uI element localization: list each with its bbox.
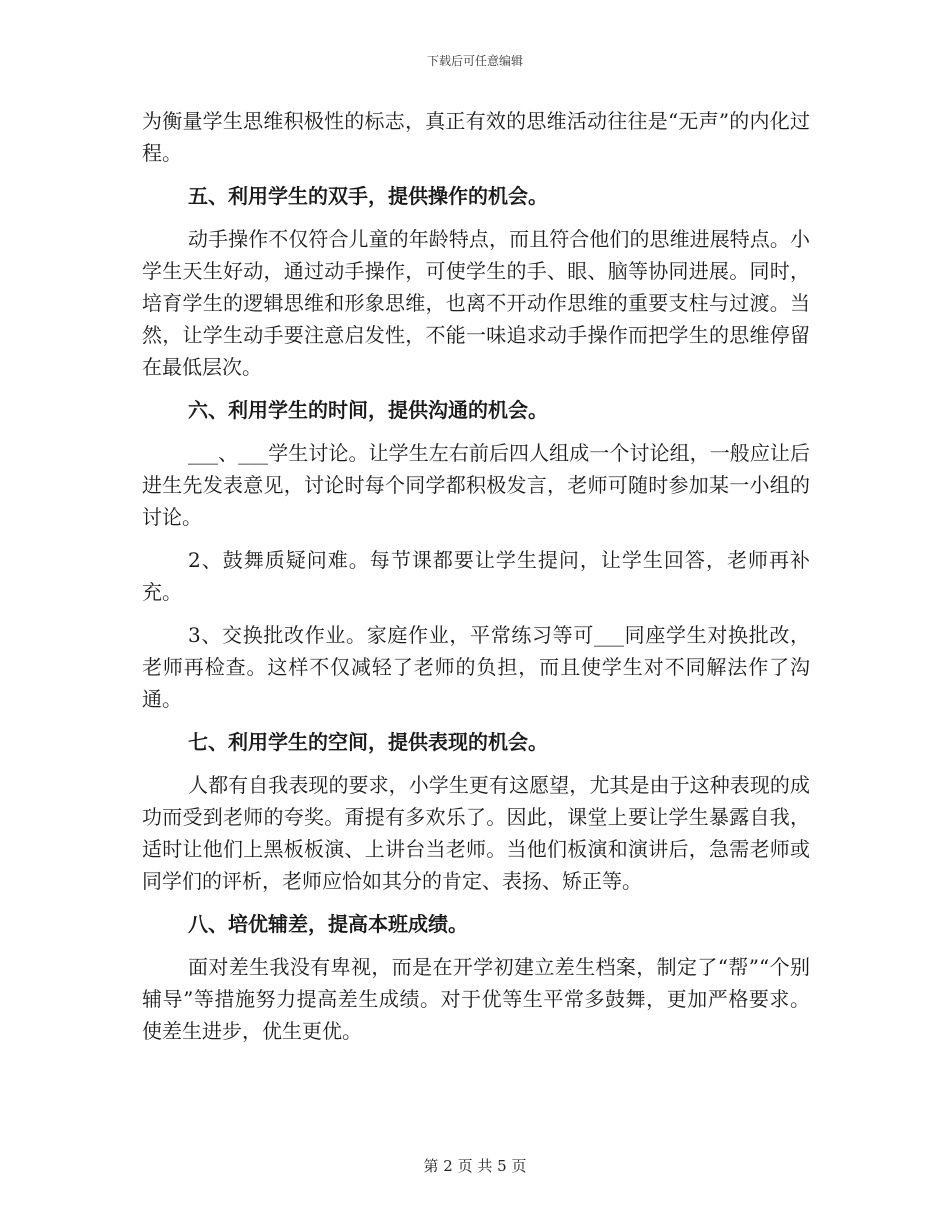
section-heading-6: 六、利用学生的时间，提供沟通的机会。 — [188, 398, 548, 422]
section-heading-7: 七、利用学生的空间，提供表现的机会。 — [188, 730, 548, 754]
section-heading-8: 八、培优辅差，提高本班成绩。 — [188, 912, 468, 936]
page-header: 下载后可任意编辑 — [426, 54, 523, 68]
paragraph: 面对差生我没有卑视，而是在开学初建立差生档案，制定了“帮”“个别辅导”等措施努力提高差生成绩。对于优等生平常多鼓舞，更加严格要求。使差生进步，优生更优。 — [142, 955, 810, 1043]
paragraph: 3、交换批改作业。家庭作业，平常练习等可___同座学生对换批改，老师再检查。这样不仅减轻了老师的负担，而且使学生对不同解法作了沟通。 — [142, 623, 810, 711]
paragraph: 人都有自我表现的要求，小学生更有这愿望，尤其是由于这种表现的成功而受到老师的夸奖。甭提有多欢乐了。因此，课堂上要让学生暴露自我，适时让他们上黑板板演、上讲台当老师。当他们板演和演讲后，急需老师或同学们的评析，老师应恰如其分的肯定、表扬、矫正等。 — [142, 773, 810, 893]
paragraph-continuation: 为衡量学生思维积极性的标志，真正有效的思维活动往往是“无声”的内化过程。 — [142, 109, 810, 165]
document-body — [142, 105, 810, 1058]
paragraph: ___、___学生讨论。让学生左右前后四人组成一个讨论组，一般应让后进生先发表意见，讨论时每个同学都积极发言，老师可随时参加某一小组的讨论。 — [142, 441, 810, 529]
page-footer: 第 2 页 共 5 页 — [423, 1157, 527, 1175]
paragraph: 动手操作不仅符合儿童的年龄特点，而且符合他们的思维进展特点。小学生天生好动，通过动手操作，可使学生的手、眼、脑等协同进展。同时，培育学生的逻辑思维和形象思维，也离不开动作思维的重要支柱与过渡。当然，让学生动手要注意启发性，不能一味追求动手操作而把学生的思维停留在最低层次。 — [142, 227, 810, 379]
section-heading-5: 五、利用学生的双手，提供操作的机会。 — [188, 184, 548, 208]
paragraph: 2、鼓舞质疑问难。每节课都要让学生提问，让学生回答，老师再补充。 — [142, 548, 810, 604]
